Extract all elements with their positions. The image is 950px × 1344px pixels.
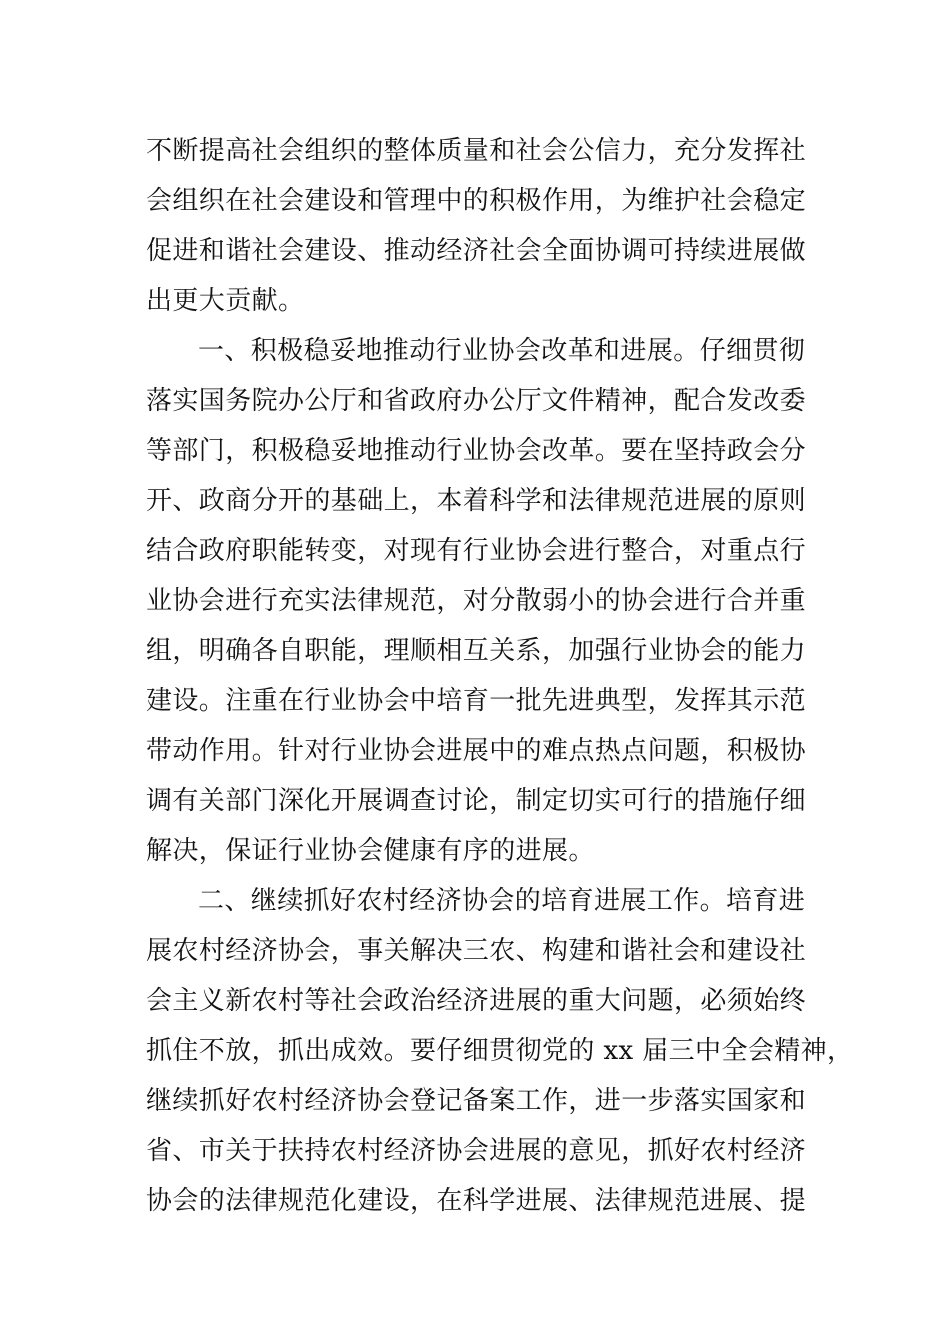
text-line: 调有关部门深化开展调查讨论，制定切实可行的措施仔细	[146, 786, 807, 816]
text-line: 结合政府职能转变，对现有行业协会进行整合，对重点行	[146, 536, 807, 566]
text-line: 解决，保证行业协会健康有序的进展。	[146, 836, 595, 866]
document-body	[146, 126, 854, 1226]
text-line: 落实国务院办公厅和省政府办公厅文件精神，配合发改委	[146, 386, 807, 416]
paragraph-start-line: 二、继续抓好农村经济协会的培育进展工作。培育进	[198, 886, 806, 916]
text-line: 继续抓好农村经济协会登记备案工作，进一步落实国家和	[146, 1086, 807, 1116]
text-line: 促进和谐社会建设、推动经济社会全面协调可持续进展做	[146, 236, 807, 266]
text-line: 带动作用。针对行业协会进展中的难点热点问题，积极协	[146, 736, 807, 766]
text-line: 不断提高社会组织的整体质量和社会公信力，充分发挥社	[146, 136, 807, 166]
text-line: 协会的法律规范化建设，在科学进展、法律规范进展、提	[146, 1186, 807, 1216]
text-line: 会组织在社会建设和管理中的积极作用，为维护社会稳定	[146, 186, 807, 216]
text-line: 会主义新农村等社会政治经济进展的重大问题，必须始终	[146, 986, 807, 1016]
text-line: 抓住不放，抓出成效。要仔细贯彻党的 xx 届三中全会精神，	[146, 1036, 854, 1066]
text-line: 等部门，积极稳妥地推动行业协会改革。要在坚持政会分	[146, 436, 807, 466]
text-line: 展农村经济协会，事关解决三农、构建和谐社会和建设社	[146, 936, 807, 966]
text-line: 业协会进行充实法律规范，对分散弱小的协会进行合并重	[146, 586, 807, 616]
text-line: 省、市关于扶持农村经济协会进展的意见，抓好农村经济	[146, 1136, 807, 1166]
text-line: 建设。注重在行业协会中培育一批先进典型，发挥其示范	[146, 686, 807, 716]
paragraph-start-line: 一、积极稳妥地推动行业协会改革和进展。仔细贯彻	[198, 336, 806, 366]
text-line: 开、政商分开的基础上，本着科学和法律规范进展的原则	[146, 486, 807, 516]
text-line: 组，明确各自职能，理顺相互关系，加强行业协会的能力	[146, 636, 807, 666]
text-line: 出更大贡献。	[146, 286, 305, 316]
